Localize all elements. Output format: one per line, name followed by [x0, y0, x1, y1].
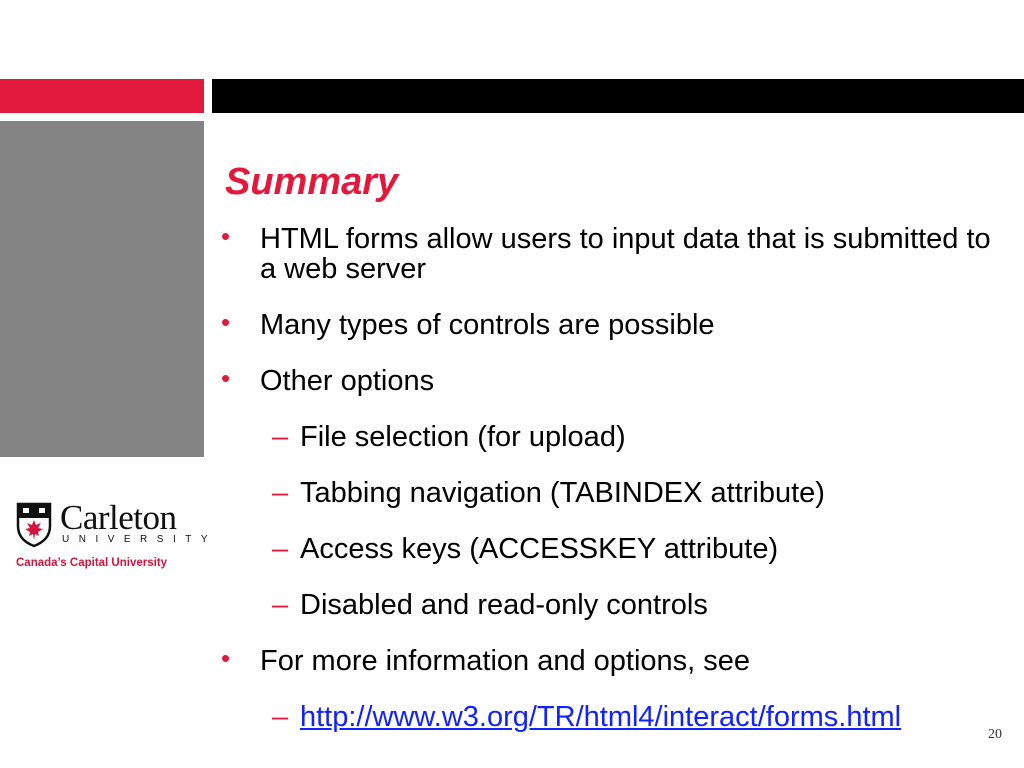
sub-text: Disabled and read-only controls	[300, 589, 708, 621]
slide-content	[220, 221, 1000, 758]
bullet-text: Other options	[260, 365, 435, 397]
bullet-icon: •	[221, 363, 231, 393]
sub-text: Access keys (ACCESSKEY attribute)	[300, 533, 779, 565]
dash-icon: –	[272, 421, 289, 453]
dash-icon: –	[272, 477, 289, 509]
bullet-icon: •	[221, 307, 231, 337]
sub-item	[220, 702, 1000, 732]
bullet-item	[220, 643, 1000, 677]
sub-text: Tabbing navigation (TABINDEX attribute)	[300, 477, 825, 509]
sub-text: File selection (for upload)	[300, 421, 626, 453]
dash-icon: –	[272, 701, 289, 733]
logo-name: Carleton	[60, 498, 177, 537]
header-dark-bar	[212, 79, 1024, 113]
sub-item	[220, 590, 1000, 620]
bullet-icon: •	[221, 643, 231, 673]
bullet-text: Many types of controls are possible	[260, 309, 715, 341]
logo-university: UNIVERSITY	[62, 534, 218, 545]
bullet-item	[220, 307, 1000, 341]
bullet-item	[220, 221, 1000, 285]
bullet-icon: •	[221, 221, 231, 251]
sidebar-panel	[0, 121, 204, 457]
w3c-forms-link[interactable]: http://www.w3.org/TR/html4/interact/forms.html	[300, 701, 902, 733]
carleton-logo	[14, 498, 218, 572]
crest-icon	[14, 500, 54, 548]
bullet-item	[220, 363, 1000, 397]
bullet-text: HTML forms allow users to input data that is submitted to a web server	[260, 223, 991, 285]
logo-tagline: Canada’s Capital University	[16, 557, 168, 569]
sub-item	[220, 422, 1000, 452]
slide-title: Summary	[225, 161, 399, 203]
bullet-text: For more information and options, see	[260, 645, 751, 677]
page-number: 20	[988, 727, 1002, 742]
dash-icon: –	[272, 533, 289, 565]
sub-item	[220, 478, 1000, 508]
sub-item	[220, 534, 1000, 564]
header-accent-bar	[0, 79, 204, 113]
dash-icon: –	[272, 589, 289, 621]
